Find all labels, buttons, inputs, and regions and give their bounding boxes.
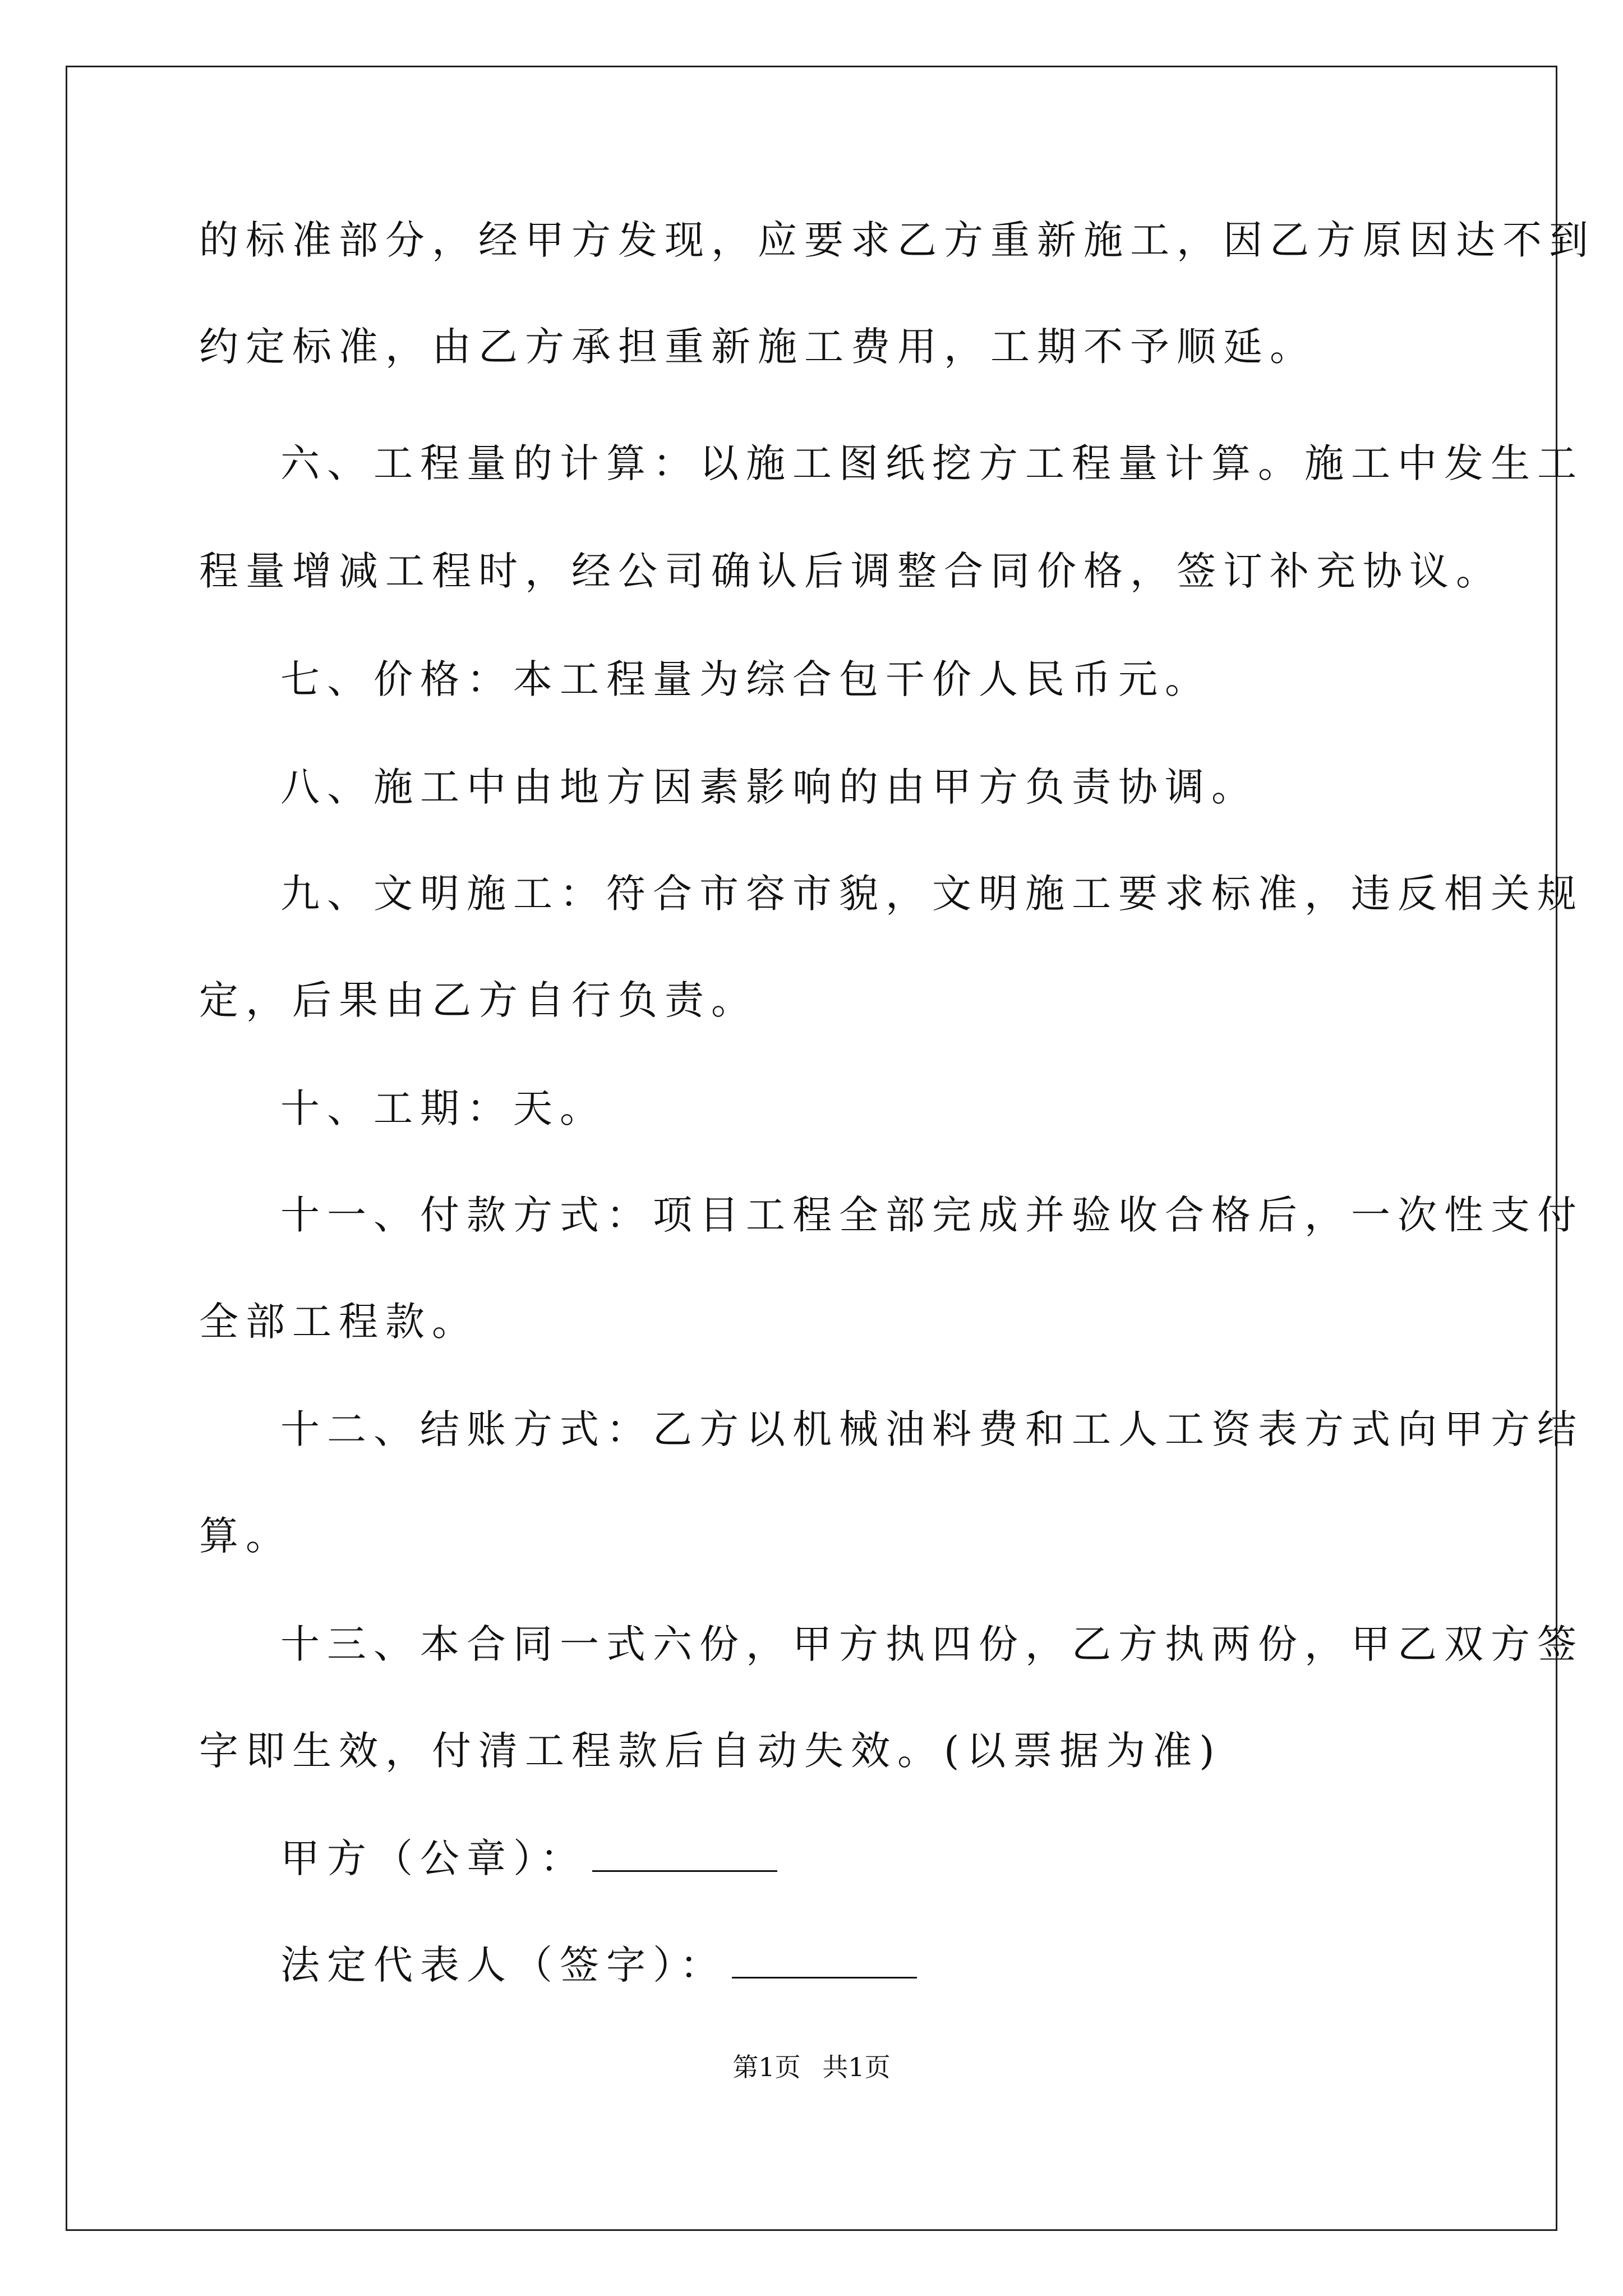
legal-rep-signature-row	[280, 1940, 917, 1990]
text-line: 定，后果由乙方自行负责。	[199, 977, 758, 1023]
party-a-signature-row	[280, 1833, 777, 1884]
text-line: 算。	[199, 1513, 292, 1559]
page-border	[66, 66, 1557, 2231]
text-line: 约定标准，由乙方承担重新施工费用，工期不予顺延。	[199, 324, 1316, 370]
clause-9-line: 九、文明施工：符合市容市貌，文明施工要求标准，违反相关规	[280, 871, 1584, 917]
clause-10-line: 十、工期：天。	[280, 1085, 606, 1131]
page-total: 共1页	[822, 2052, 891, 2082]
page-footer	[0, 2050, 1623, 2084]
text-line: 的标准部分，经甲方发现，应要求乙方重新施工，因乙方原因达不到	[199, 217, 1596, 263]
clause-12-line: 十二、结账方式：乙方以机械油料费和工人工资表方式向甲方结	[280, 1406, 1584, 1452]
party-a-label: 甲方（公章）：	[280, 1835, 587, 1881]
legal-rep-label: 法定代表人（签字）：	[280, 1942, 726, 1988]
clause-13-line: 十三、本合同一式六份，甲方执四份，乙方执两份，甲乙双方签	[280, 1621, 1584, 1667]
text-line: 程量增减工程时，经公司确认后调整合同价格，签订补充协议。	[199, 548, 1502, 594]
clause-7-line: 七、价格：本工程量为综合包干价人民币元。	[280, 656, 1211, 702]
clause-8-line: 八、施工中由地方因素影响的由甲方负责协调。	[280, 764, 1258, 810]
legal-rep-signature-blank[interactable]	[732, 1943, 917, 1978]
text-line: 全部工程款。	[199, 1299, 478, 1345]
text-line: 字即生效，付清工程款后自动失效。(以票据为准)	[199, 1728, 1222, 1774]
clause-11-line: 十一、付款方式：项目工程全部完成并验收合格后，一次性支付	[280, 1192, 1584, 1238]
party-a-signature-blank[interactable]	[592, 1837, 777, 1872]
page-number: 第1页	[732, 2052, 801, 2082]
clause-6-line: 六、工程量的计算：以施工图纸挖方工程量计算。施工中发生工	[280, 440, 1584, 486]
